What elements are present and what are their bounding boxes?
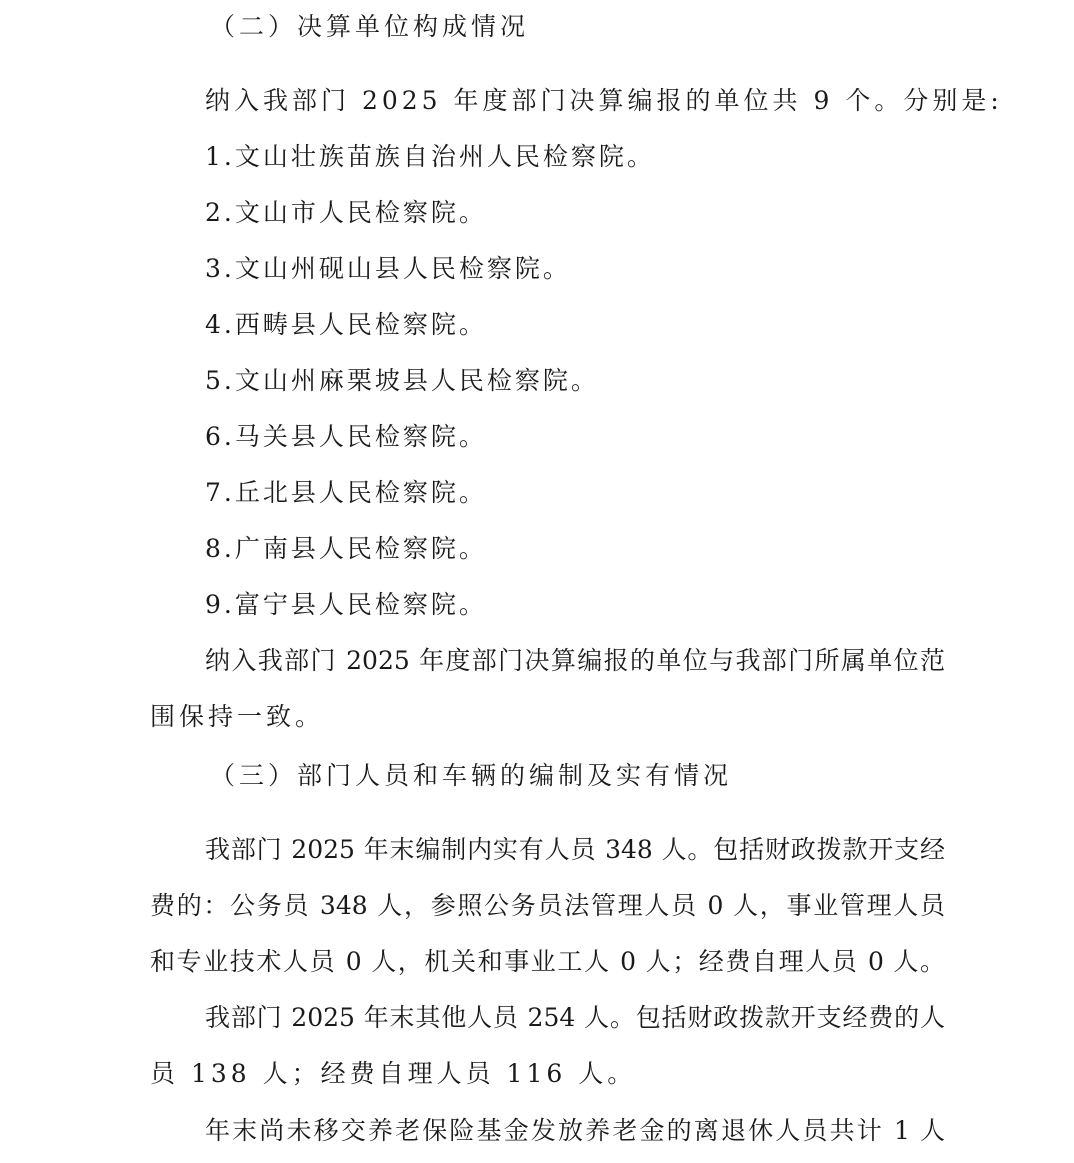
unit-item-2: 2.文山市人民检察院。 (205, 198, 487, 227)
unit-item-3: 3.文山州砚山县人民检察院。 (205, 254, 571, 283)
unit-item-4: 4.西畴县人民检察院。 (205, 310, 487, 339)
staff-paragraph-line-3: 和专业技术人员 0 人，机关和事业工人 0 人；经费自理人员 0 人。 (150, 947, 945, 976)
unit-item-8: 8.广南县人民检察院。 (205, 534, 487, 563)
section-heading-2: （二）决算单位构成情况 (210, 12, 530, 41)
staff-paragraph-line-1: 我部门 2025 年末编制内实有人员 348 人。包括财政拨款开支经 (205, 835, 945, 864)
units-intro: 纳入我部门 2025 年度部门决算编报的单位共 9 个。分别是: (205, 86, 1003, 115)
unit-item-5: 5.文山州麻栗坡县人民检察院。 (205, 366, 599, 395)
unit-item-7: 7.丘北县人民检察院。 (205, 478, 487, 507)
unit-item-1: 1.文山壮族苗族自治州人民检察院。 (205, 142, 655, 171)
unit-item-6: 6.马关县人民检察院。 (205, 422, 487, 451)
retirees-line-1: 年末尚未移交养老保险基金发放养老金的离退休人员共计 1 人 (205, 1116, 945, 1145)
unit-item-9: 9.富宁县人民检察院。 (205, 590, 487, 619)
other-staff-line-1: 我部门 2025 年末其他人员 254 人。包括财政拨款开支经费的人 (205, 1003, 945, 1032)
other-staff-line-2: 员 138 人；经费自理人员 116 人。 (150, 1059, 637, 1088)
staff-paragraph-line-2: 费的：公务员 348 人，参照公务员法管理人员 0 人，事业管理人员 (150, 891, 945, 920)
units-summary-line-2: 围保持一致。 (150, 702, 325, 731)
section-heading-3: （三）部门人员和车辆的编制及实有情况 (210, 761, 733, 790)
units-summary-line-1: 纳入我部门 2025 年度部门决算编报的单位与我部门所属单位范 (205, 646, 945, 675)
